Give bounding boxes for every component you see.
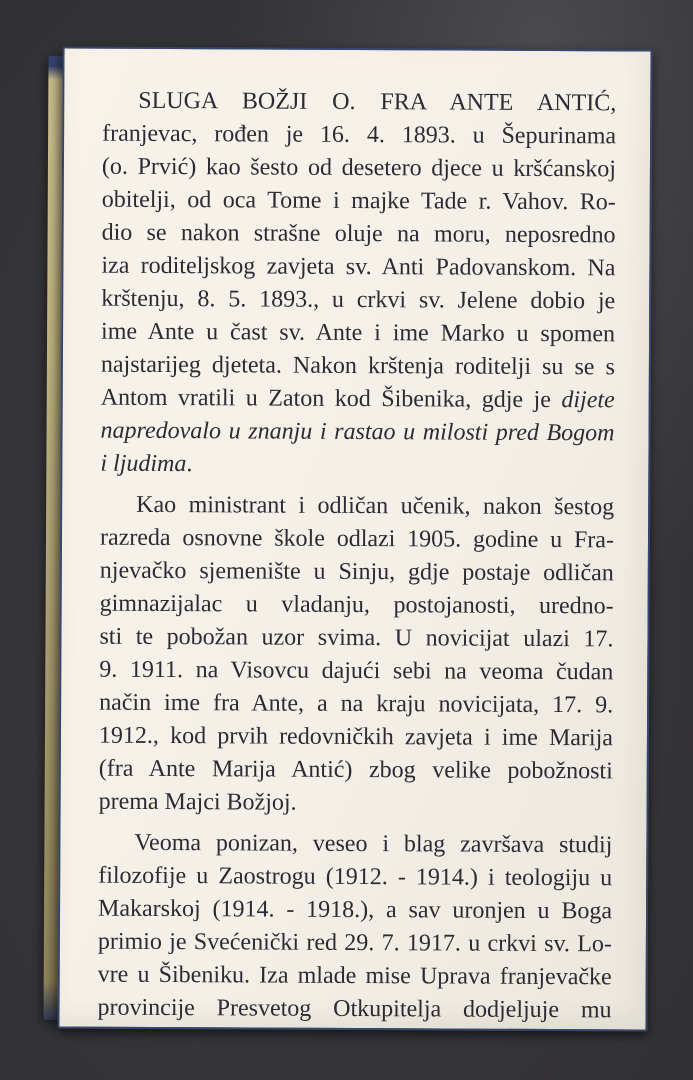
text-line: [97, 992, 611, 1028]
line-text: Veoma ponizan, veseo i blag završava studij: [134, 829, 613, 859]
line-text: Kao ministrant i odličan učenik, nakon šestog: [136, 491, 615, 521]
text-line: [99, 720, 613, 756]
biography-text-block: [97, 85, 616, 1028]
text-line: [98, 827, 612, 863]
text-line: [102, 85, 616, 121]
line-text: (o. Prvić) kao šesto od desetero djece u kršćanskoj: [101, 153, 617, 183]
line-text: krštenju, 8. 5. 1893., u crkvi sv. Jelene dobio je: [101, 285, 616, 315]
line-text-italic: dijete: [561, 387, 615, 414]
text-line: [102, 184, 616, 220]
line-text: filozofije u Zaostrogu (1912. - 1914.) i teologiju u: [98, 862, 613, 892]
line-text: 9. 1911. na Visovcu dajući sebi na veoma čudan: [99, 656, 614, 686]
text-line: [99, 621, 613, 657]
text-line: [98, 860, 612, 896]
text-line: [101, 316, 615, 352]
line-text: razreda osnovne škole odlazi 1905. godine u Fra-: [99, 524, 615, 554]
line-text: 1912., kod prvih redovničkih zavjeta i ime Marija: [98, 722, 614, 752]
line-text: SLUGA BOŽJI O. FRA ANTE ANTIĆ,: [138, 87, 617, 117]
text-line: [102, 151, 616, 187]
text-line: [99, 786, 613, 822]
text-line: [98, 926, 612, 962]
text-line: [98, 959, 612, 995]
text-line: [101, 382, 615, 418]
line-text: najstarijeg djeteta. Nakon krštenja roditelji su se s: [100, 351, 615, 381]
line-text: Antom vratili u Zaton kod Šibenika, gdje je: [100, 384, 562, 414]
text-line: [99, 753, 613, 789]
text-line: [100, 448, 614, 484]
line-text: Makarskoj (1914. - 1918.), a sav uronjen u Boga: [97, 895, 613, 925]
text-line: [102, 118, 616, 154]
text-line: [101, 250, 615, 286]
line-text: dio se nakon strašne oluje na moru, neposredno: [101, 219, 616, 249]
text-line: [100, 489, 614, 525]
text-line: [100, 555, 614, 591]
line-text: prema Majci Božjoj.: [98, 788, 297, 816]
paragraph-3: [97, 827, 612, 1028]
printed-page: [57, 46, 652, 1031]
line-text: ime Ante u čast sv. Ante i ime Marko u spomen: [101, 318, 616, 348]
line-text-italic: napredovalo u znanju i rastao u milosti pred Bogom: [100, 417, 615, 447]
text-line: [100, 522, 614, 558]
text-line: [101, 349, 615, 385]
paragraph-2: [99, 489, 615, 822]
line-text: obitelji, od oca Tome i majke Tade r. Vahov. Ro-: [101, 186, 616, 216]
text-line: [99, 687, 613, 723]
text-line: [102, 217, 616, 253]
text-line: [98, 893, 612, 929]
line-text: njevačko sjemenište u Sinju, gdje postaje odličan: [99, 557, 614, 587]
line-text: gimnazijalac u vladanju, postojanosti, uredno-: [99, 590, 614, 620]
line-text-italic: i ljudima: [100, 450, 187, 478]
line-text: sti te pobožan uzor svima. U novicijat ulazi 17.: [99, 623, 614, 653]
text-line: [99, 654, 613, 690]
line-text: .: [186, 451, 193, 478]
line-text: franjevac, rođen je 16. 4. 1893. u Šepurinama: [102, 120, 617, 150]
paragraph-1: [100, 85, 616, 484]
line-text: način ime fra Ante, a na kraju novicijata, 17. 9.: [99, 689, 614, 719]
line-text: iza roditeljskog zavjeta sv. Anti Padovanskom. Na: [101, 252, 616, 282]
text-line: [100, 588, 614, 624]
line-text: primio je Svećenički red 29. 7. 1917. u crkvi sv. Lo-: [97, 928, 612, 958]
line-text: (fra Ante Marija Antić) zbog velike pobožnosti: [98, 755, 613, 785]
line-text: vre u Šibeniku. Iza mlade mise Uprava franjevačke: [97, 961, 612, 991]
text-line: [100, 415, 614, 451]
text-line: [101, 283, 615, 319]
line-text: provincije Presvetog Otkupitelja dodjeljuje mu: [97, 994, 612, 1024]
